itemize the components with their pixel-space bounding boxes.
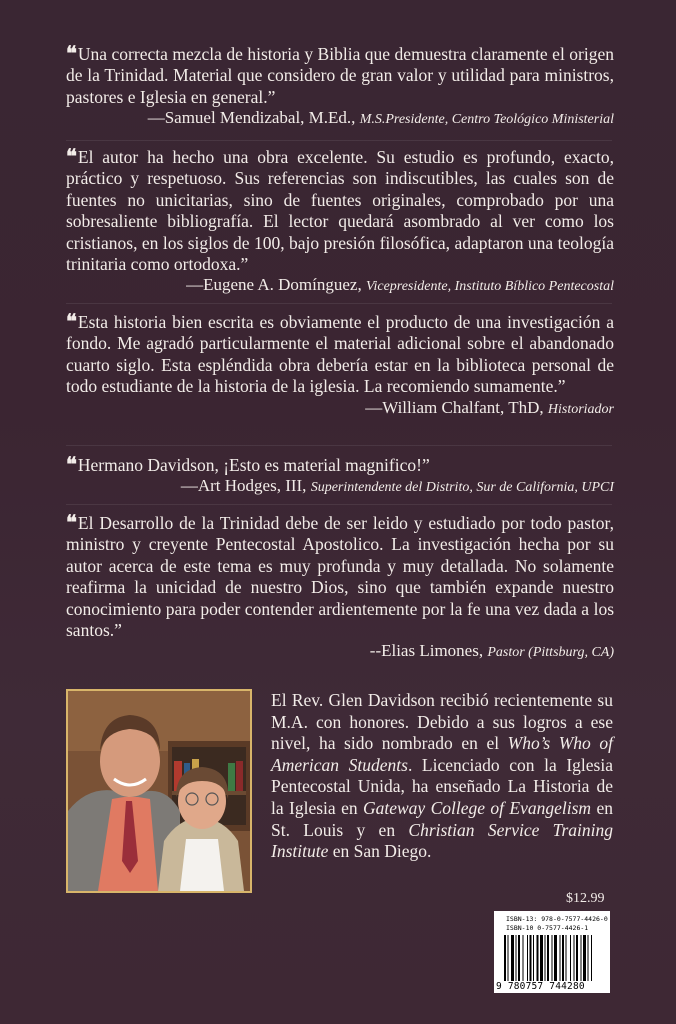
- barcode-number: 9 780757 744280: [496, 981, 585, 992]
- isbn-barcode: [494, 911, 610, 993]
- price: $12.99: [566, 891, 605, 906]
- blurb-1-text: ❛❛ Una correcta mezcla de historia y Biblia que demuestra claramente el origen de la Trinidad. Material que considero de gran valor y utilidad para ministros, pastores e Iglesia en general.”: [66, 43, 614, 107]
- author-photo: [66, 689, 252, 893]
- blurb-5: [66, 513, 614, 663]
- quote-mark-icon: ❛❛: [66, 146, 75, 168]
- blurb-1-attribution: —Samuel Mendizabal, M.Ed., M.S.Presidente, Centro Teológico Ministerial: [147, 108, 614, 128]
- blurb-2-text: ❛❛ El autor ha hecho una obra excelente. Su estudio es profundo, exacto, práctico y respetuoso. Sus referencias son indiscutibles, las cuales son de fuentes no unicitarias, sino de fuentes originales, comprobado por una sobresaliente bibliografía. El lector quedará asombrado al ver como los cristianos, en los siglos de 100, bajo presión filosófica, adaptaron una teología trinitaria como ortodoxa.”: [66, 146, 614, 275]
- quote-mark-icon: ❛❛: [66, 43, 75, 65]
- blurb-3-attribution: —William Chalfant, ThD, Historiador: [365, 397, 614, 417]
- quote-mark-icon: ❛❛: [66, 454, 75, 476]
- blurb-4-text: ❛❛ Hermano Davidson, ¡Esto es material magnifico!”: [66, 454, 430, 476]
- author-bio: El Rev. Glen Davidson recibió recientemente su M.A. con honores. Debido a sus logros a ese nivel, ha sido nombrado en el Who’s Who of American Students. Licenciado con la Iglesia Pentecostal Unida, ha enseñado La Historia de la Iglesia en Gateway College of Evangelism en St. Louis y en Christian Service Training Institute en San Diego.: [271, 690, 613, 862]
- quote-mark-icon: ❛❛: [66, 311, 75, 333]
- quote-mark-icon: ❛❛: [66, 512, 75, 534]
- blurb-2: [66, 147, 614, 297]
- blurb-1: [66, 44, 614, 130]
- divider: [66, 445, 612, 446]
- blurb-5-attribution: --Elias Limones, Pastor (Pittsburg, CA): [369, 641, 614, 661]
- divider: [66, 504, 612, 505]
- divider: [66, 140, 612, 141]
- blurb-4-attribution: —Art Hodges, III, Superintendente del Distrito, Sur de California, UPCI: [180, 476, 614, 496]
- blurb-2-attribution: —Eugene A. Domínguez, Vicepresidente, Instituto Bíblico Pentecostal: [186, 275, 614, 295]
- blurb-3-text: ❛❛ Esta historia bien escrita es obviamente el producto de una investigación a fondo. Me agradó particularmente el material adicional sobre el abandonado cuarto siglo. Esta espléndida obra debería estar en la biblioteca personal de todo estudiante de la historia de la iglesia. La recomiendo sumamente.”: [66, 311, 614, 397]
- author-photo-image: [68, 691, 250, 891]
- divider: [66, 303, 612, 304]
- isbn-13: ISBN-13: 978-0-7577-4426-0: [506, 915, 608, 923]
- blurb-4: [66, 455, 614, 498]
- blurb-3: [66, 312, 614, 420]
- isbn-10: ISBN-10 0-7577-4426-1: [506, 924, 589, 932]
- blurb-5-text: ❛❛ El Desarrollo de la Trinidad debe de ser leido y estudiado por todo pastor, ministro y creyente Pentecostal Apostolico. La investigación hecha por su autor acerca de este tema es muy profunda y muy detallada. No solamente reafirma la unicidad de nuestro Dios, sino que también expande nuestro conocimiento para poder contender ardientemente por la fe una vez dada a los santos.”: [66, 512, 614, 641]
